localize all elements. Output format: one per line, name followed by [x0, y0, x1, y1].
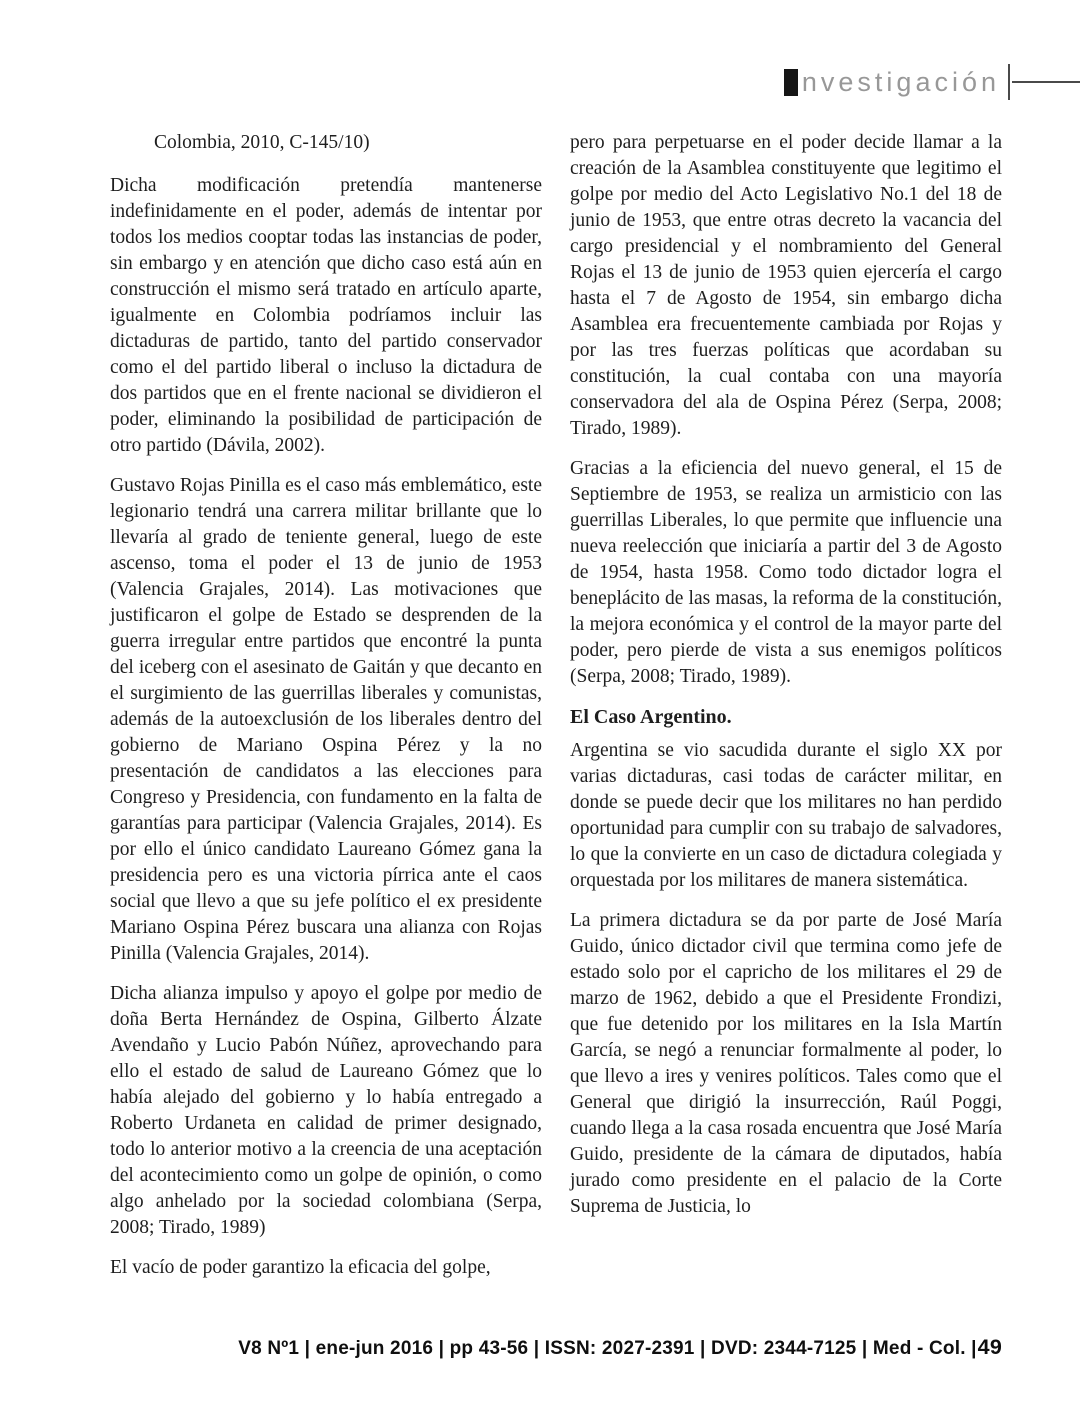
body-paragraph: La primera dictadura se da por parte de José María Guido, único dictador civil que termina como jefe de estado solo por el capricho de los militares el 29 de marzo de 1962, debido a que el Presidente Frondizi, que fue detenido por los militares en la Isla Martín García, se negó a renunciar formalmente al poder, lo que llevo a ires y venires políticos. Tales como que el General que dirigió la insurrección, Raúl Poggi, cuando llega a la casa rosada encuentra que José María Guido, presidente de la cámara de diputados, había jurado como presidente en el palacio de la Corte Suprema de Justicia, lo: [570, 910, 1002, 1217]
section-heading: El Caso Argentino.: [570, 706, 732, 728]
page-number: 49: [977, 1335, 1002, 1359]
body-paragraph: El vacío de poder garantizo la eficacia del golpe,: [110, 1257, 491, 1278]
page-header: [784, 64, 1080, 100]
section-label-text: nvestigación: [801, 66, 1000, 97]
header-horizontal-rule: [1012, 81, 1080, 83]
left-column: [110, 130, 542, 1295]
body-paragraph: Argentina se vio sacudida durante el siglo XX por varias dictaduras, casi todas de carácter militar, en donde se puede decir que los militares no han perdido oportunidad para cumplir con su trabajo de salvadores, lo que la convierte en un caso de dictadura colegiada y orquestada por los militares de manera sistemática.: [570, 740, 1002, 891]
section-label: [784, 67, 1000, 98]
right-column: [570, 130, 1002, 1295]
body-paragraph: Gustavo Rojas Pinilla es el caso más emblemático, este legionario tendrá una carrera militar brillante que lo llevaría al grado de teniente general, luego de este ascenso, toma el poder el 13 de junio de 1953 (Valencia Grajales, 2014). Las motivaciones que justificaron el golpe de Estado se desprenden de la guerra irregular entre partidos que encontré la punta del iceberg con el asesinato de Gaitán y que decanto en el surgimiento de las guerrillas liberales y comunistas, además de la autoexclusión de los liberales dentro del gobierno de Mariano Ospina Pérez y la no presentación de candidatos a las elecciones para Congreso y Presidencia, con fundamento en la falta de garantías para participar (Valencia Grajales, 2014). Es por ello el único candidato Laureano Gómez gana la presidencia pero es una victoria pírrica ante el caos social que llevo a que su jefe político el ex presidente Mariano Ospina Pérez buscara una alianza con Rojas Pinilla (Valencia Grajales, 2014).: [110, 475, 542, 964]
section-initial-block-icon: [784, 69, 798, 96]
body-paragraph: Dicha alianza impulso y apoyo el golpe por medio de doña Berta Hernández de Ospina, Gilberto Álzate Avendaño y Lucio Pabón Núñez, aprovechando para ello el estado de salud de Laureano Gómez que lo había alejado del gobierno y lo había entregado a Roberto Urdaneta en calidad de primer designado, todo lo anterior motivo a la creencia de una aceptación del acontecimiento como un golpe de opinión, o como algo anhelado por la sociedad colombiana (Serpa, 2008; Tirado, 1989): [110, 983, 542, 1238]
footer-info-text: V8 Nº1 | ene-jun 2016 | pp 43-56 | ISSN: 2027-2391 | DVD: 2344-7125 | Med - Col. |: [238, 1338, 977, 1359]
body-paragraph: pero para perpetuarse en el poder decide llamar a la creación de la Asamblea constituyente que legitimo el golpe por medio del Acto Legislativo No.1 del 18 de junio de 1953, que entre otras decreto la vacancia del cargo presidencial y el nombramiento del General Rojas el 13 de junio de 1953 quien ejercería el cargo hasta el 7 de Agosto de 1954, sin embargo dicha Asamblea era frecuentemente cambiada por Rojas y por las tres fuerzas políticas que acordaban su constitución, la cual contaba con una mayoría conservadora del ala de Ospina Pérez (Serpa, 2008; Tirado, 1989).: [570, 132, 1002, 439]
citation-line: Colombia, 2010, C-145/10): [154, 132, 370, 153]
body-paragraph: Dicha modificación pretendía mantenerse indefinidamente en el poder, además de intentar por todos los medios cooptar todas las instancias de poder, sin embargo y en atención que dicho caso está aún en construcción el mismo será tratado en artículo aparte, igualmente en Colombia podríamos incluir las dictaduras de partido, tanto del partido conservador como el del partido liberal o incluso la dictadura de dos partidos que en el frente nacional se dividieron el poder, eliminando la posibilidad de participación de otro partido (Dávila, 2002).: [110, 175, 542, 456]
body-paragraph: Gracias a la eficiencia del nuevo general, el 15 de Septiembre de 1953, se realiza un armisticio con las guerrillas Liberales, lo que permite que influencie una nueva reelección que iniciaría a partir del 3 de Agosto de 1954, hasta 1958. Como todo dictador logra el beneplácito de las masas, la reforma de la constitución, la mejora económica y el control de la mayor parte del poder, pero pierde de vista a sus enemigos políticos (Serpa, 2008; Tirado, 1989).: [570, 458, 1002, 687]
page-footer: [110, 1335, 1002, 1360]
header-vertical-rule: [1008, 64, 1010, 100]
article-body: [110, 130, 1002, 1295]
